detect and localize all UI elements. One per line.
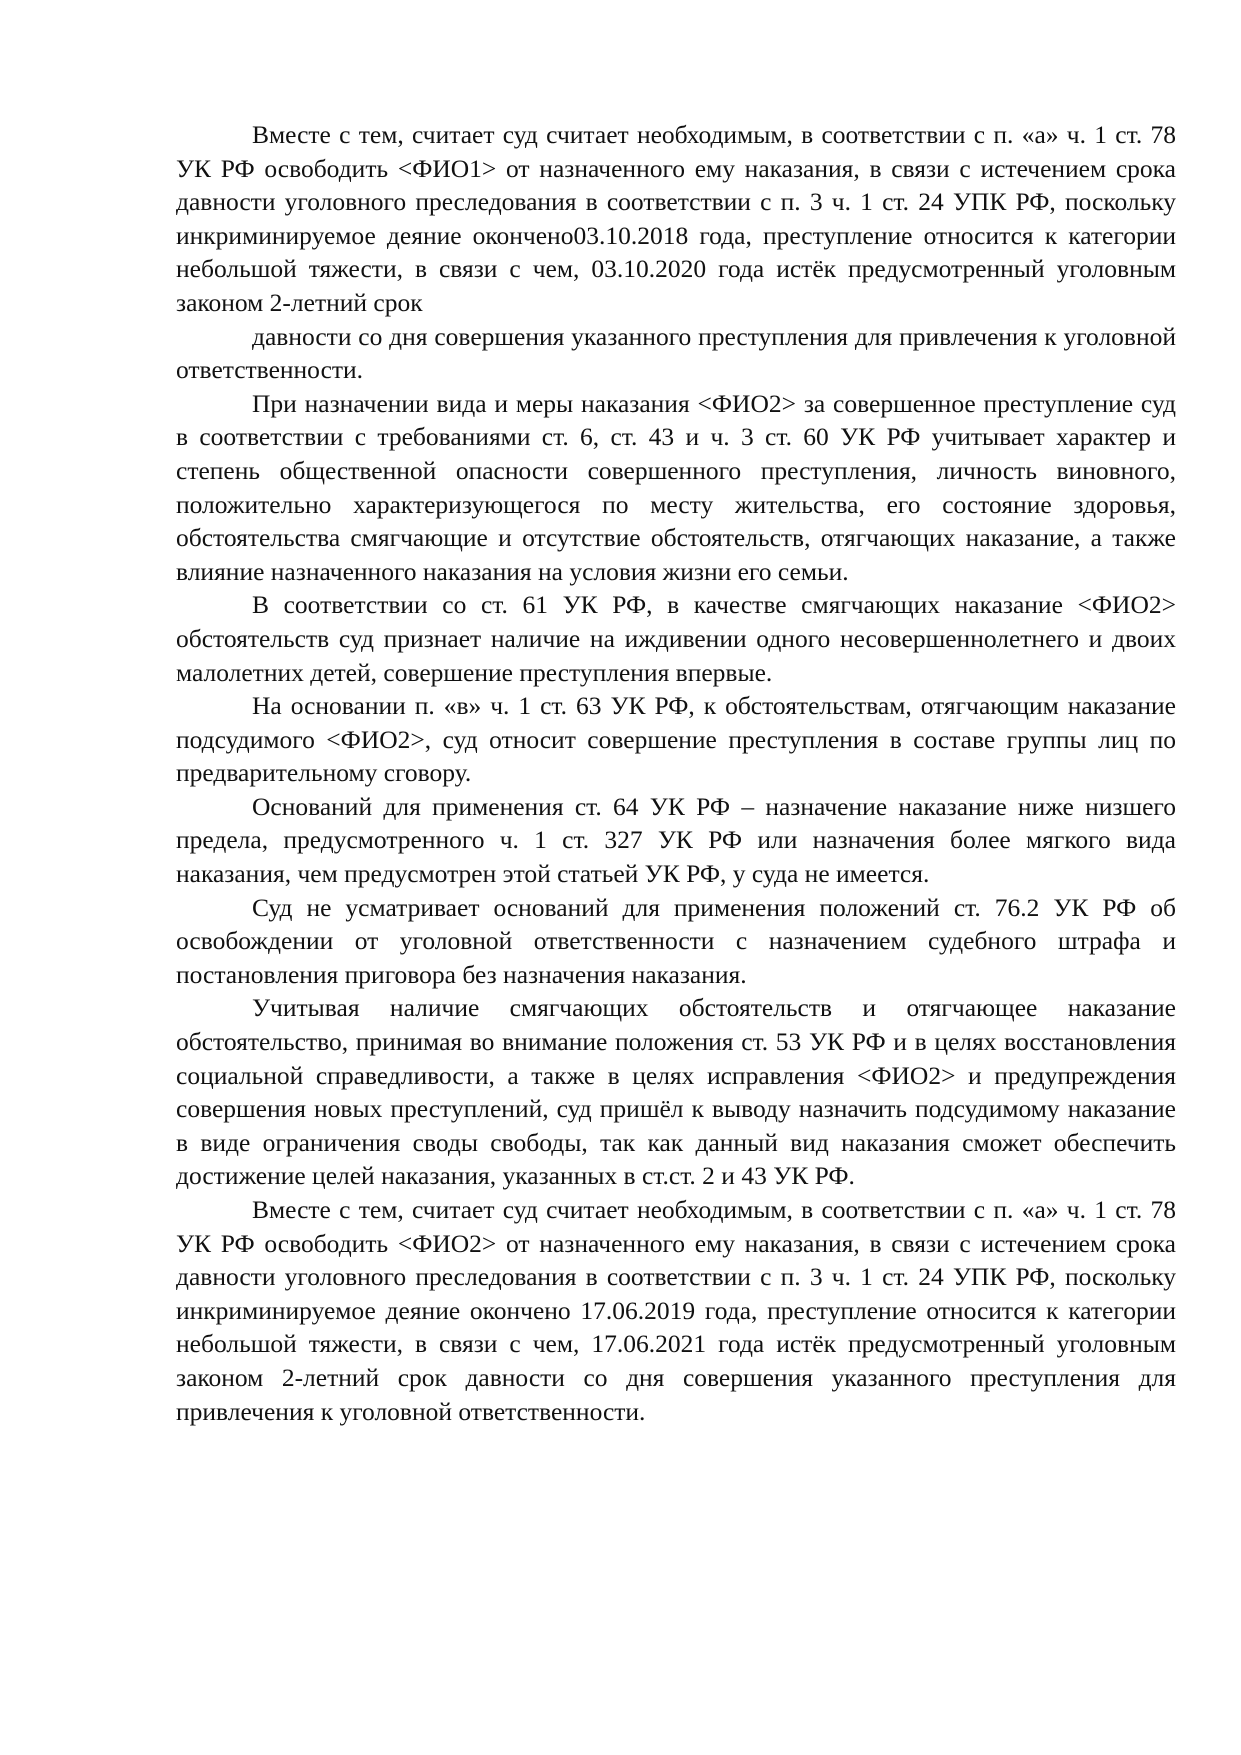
paragraph-release-fio2: Вместе с тем, считает суд считает необходимым, в соответствии с п. «а» ч. 1 ст. 78 УК РФ освободить <ФИО2> от назначенного ему наказания, в связи с истечением срока давности уголовного преследования в соответствии с п. 3 ч. 1 ст. 24 УПК РФ, поскольку инкриминируемое деяние окончено 17.06.2019 года, преступление относится к категории небольшой тяжести, в связи с чем, 17.06.2021 года истёк предусмотренный уголовным законом 2-летний срок давности со дня совершения указанного преступления для привлечения к уголовной ответственности. [176,1195,1176,1426]
document-page [176,118,1176,1428]
paragraph-mitigating-circumstances: В соответствии со ст. 61 УК РФ, в качестве смягчающих наказание <ФИО2> обстоятельств суд признает наличие на иждивении одного несовершеннолетнего и двоих малолетних детей, совершение преступления впервые. [176,590,1176,687]
paragraph-sentencing-considerations: При назначении вида и меры наказания <ФИО2> за совершенное преступление суд в соответствии с требованиями ст. 6, ст. 43 и ч. 3 ст. 60 УК РФ учитывает характер и степень общественной опасности совершенного преступления, личность виновного, положительно характеризующегося по месту жительства, его состояние здоровья, обстоятельства смягчающие и отсутствие обстоятельств, отягчающих наказание, а также влияние назначенного наказания на условия жизни его семьи. [176,388,1176,586]
paragraph-article-76-2: Суд не усматривает оснований для применения положений ст. 76.2 УК РФ об освобождении от уголовной ответственности с назначением судебного штрафа и постановления приговора без назначения наказания. [176,892,1176,989]
paragraph-release-fio1-continued: давности со дня совершения указанного преступления для привлечения к уголовной ответственности. [176,321,1176,385]
paragraph-aggravating-circumstances: На основании п. «в» ч. 1 ст. 63 УК РФ, к обстоятельствам, отягчающим наказание подсудимого <ФИО2>, суд относит совершение преступления в составе группы лиц по предварительному сговору. [176,691,1176,788]
paragraph-release-fio1: Вместе с тем, считает суд считает необходимым, в соответствии с п. «а» ч. 1 ст. 78 УК РФ освободить <ФИО1> от назначенного ему наказания, в связи с истечением срока давности уголовного преследования в соответствии с п. 3 ч. 1 ст. 24 УПК РФ, поскольку инкриминируемое деяние окончено03.10.2018 года, преступление относится к категории небольшой тяжести, в связи с чем, 03.10.2020 года истёк предусмотренный уголовным законом 2-летний срок [176,120,1176,317]
paragraph-punishment-decision: Учитывая наличие смягчающих обстоятельств и отягчающее наказание обстоятельство, принимая во внимание положения ст. 53 УК РФ и в целях восстановления социальной справедливости, а также в целях исправления <ФИО2> и предупреждения совершения новых преступлений, суд пришёл к выводу назначить подсудимому наказание в виде ограничения своды свободы, так как данный вид наказания сможет обеспечить достижение целей наказания, указанных в ст.ст. 2 и 43 УК РФ. [176,993,1176,1191]
paragraph-article-64: Оснований для применения ст. 64 УК РФ – назначение наказание ниже низшего предела, предусмотренного ч. 1 ст. 327 УК РФ или назначения более мягкого вида наказания, чем предусмотрен этой статьей УК РФ, у суда не имеется. [176,791,1176,889]
